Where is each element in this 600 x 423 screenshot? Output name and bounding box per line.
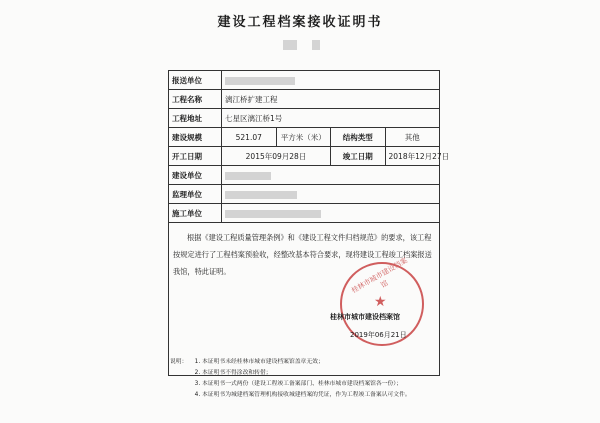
document-title: 建设工程档案接收证明书 [217, 15, 383, 30]
value-submitting-unit [222, 71, 440, 90]
note-item: 4. 本证明书为城建档案管理机构接收城建档案的凭证，作为工程竣工备案认可文件。 [202, 390, 470, 401]
signing-organization: 桂林市城市建设档案馆 [330, 313, 400, 321]
form-row [169, 71, 440, 90]
value-project-name: 漓江桥扩建工程 [222, 90, 440, 109]
signing-date: 2019年06月21日 [350, 331, 407, 339]
redacted-submitting-unit [225, 77, 295, 85]
value-construction-unit [222, 166, 440, 185]
seal-star-icon: ★ [374, 294, 387, 310]
label-construction-scale: 建设规模 [169, 128, 222, 147]
label-contractor-unit: 施工单位 [169, 204, 222, 223]
value-start-date: 2015年09月28日 [222, 147, 331, 166]
value-construction-scale: 521.07 [222, 128, 277, 147]
value-contractor-unit [222, 204, 440, 223]
label-submitting-unit: 报送单位 [169, 71, 222, 90]
label-construction-unit: 建设单位 [169, 166, 222, 185]
notes-section [170, 357, 470, 401]
certification-statement: 根据《建设工程质量管理条例》和《建设工程文件归档规范》的要求，该工程按规定进行了工程档案预验收，经整改基本符合要求，现将建设工程竣工档案报送我馆，特此证明。 [173, 233, 432, 276]
note-item: 1. 本证明书未经桂林市城市建设档案馆盖章无效； [202, 357, 470, 368]
label-project-address: 工程地址 [169, 109, 222, 128]
note-item: 2. 本证明书不得涂改和转借； [202, 368, 470, 379]
value-completion-date: 2018年12月27日 [385, 147, 440, 166]
redacted-supervision-unit [225, 191, 297, 199]
form-row [169, 185, 440, 204]
form-row [169, 109, 440, 128]
official-seal-text: 桂林市城市建设档案馆 [350, 256, 409, 295]
notes-label: 说明： [170, 359, 188, 365]
form-row [169, 90, 440, 109]
label-structure-type: 结构类型 [331, 128, 386, 147]
label-start-date: 开工日期 [169, 147, 222, 166]
redacted-contractor-unit [225, 210, 321, 218]
form-row [169, 128, 440, 147]
notes-list [180, 357, 470, 401]
value-scale-unit: 平方米（米） [276, 128, 331, 147]
form-row [169, 204, 440, 223]
note-item: 3. 本证明书一式两份（建设工程竣工备案部门、桂林市城市建设档案馆各一份）； [202, 379, 470, 390]
value-supervision-unit [222, 185, 440, 204]
redacted-certificate-number [283, 40, 297, 50]
label-completion-date: 竣工日期 [331, 147, 386, 166]
value-structure-type: 其他 [385, 128, 440, 147]
label-project-name: 工程名称 [169, 90, 222, 109]
redacted-construction-unit [225, 172, 271, 180]
form-row [169, 147, 440, 166]
value-project-address: 七星区漓江桥1号 [222, 109, 440, 128]
label-supervision-unit: 监理单位 [169, 185, 222, 204]
form-row [169, 166, 440, 185]
redacted-certificate-number [312, 40, 320, 50]
